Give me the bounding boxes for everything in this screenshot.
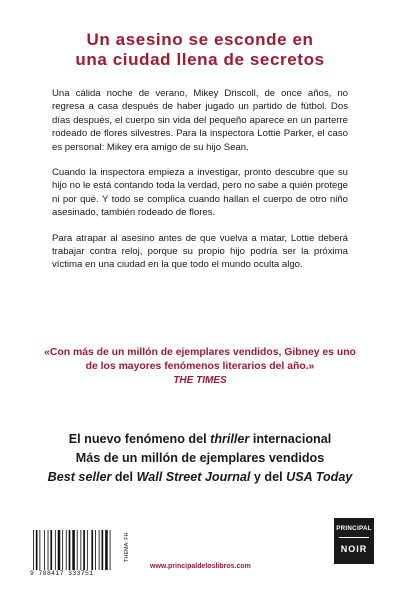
tagline-line-1-post: internacional [249, 432, 332, 446]
barcode-bar [99, 530, 100, 570]
barcode-bar [55, 530, 56, 570]
synopsis [52, 87, 348, 284]
barcode-bar [62, 530, 63, 570]
isbn-barcode [33, 530, 113, 570]
tagline-line-3-mid2: y del [250, 470, 287, 484]
press-quote-source: THE TIMES [173, 375, 227, 387]
barcode-bar [39, 530, 40, 570]
synopsis-paragraph-2: Cuando la inspectora empieza a investigar, pronto descubre que su hijo no le está contando toda la verdad, pero no sabe a quién protege ni por qué. Y todo se complica cuando hallan el cuerpo de otro niño asesinado, también rodeado de flores. [52, 167, 348, 219]
barcode-bar [105, 530, 108, 570]
publisher-website[interactable]: www.principaldeloslibros.com [150, 563, 251, 570]
barcode-bar [91, 530, 93, 570]
tagline [20, 430, 380, 487]
barcode-bar [36, 530, 38, 570]
barcode-bar [58, 530, 61, 570]
barcode-bar [95, 530, 96, 570]
publisher-logo [334, 518, 374, 564]
publisher-logo-line-1: PRINCIPAL [336, 525, 372, 532]
headline-line-1: Un asesino se esconde en [86, 30, 314, 49]
barcode-bar [48, 530, 49, 570]
barcode-bar [44, 530, 45, 570]
tagline-line-3 [20, 468, 380, 487]
tagline-line-3-em2: Wall Street Journal [136, 470, 251, 484]
barcode-bar [72, 530, 75, 570]
tagline-line-3-mid1: del [111, 470, 137, 484]
tagline-line-3-em3: USA Today [286, 470, 353, 484]
tagline-line-1-pre: El nuevo fenómeno del [68, 432, 211, 446]
thema-code: THEMA: FH [124, 532, 130, 562]
publisher-logo-divider [339, 537, 369, 538]
barcode-bar [83, 530, 85, 570]
tagline-line-1-em: thriller [210, 432, 250, 446]
barcode-bar [80, 530, 81, 570]
press-quote-text: «Con más de un millón de ejemplares vendidos, Gibney es uno de los mayores fenómenos literarios del año.» [44, 347, 356, 372]
barcode-bar [50, 530, 52, 570]
publisher-logo-line-2: NOIR [340, 544, 368, 554]
barcode-bar [33, 530, 34, 570]
barcode-bar [66, 530, 67, 570]
tagline-line-3-em1: Best seller [47, 470, 112, 484]
barcode-bar [87, 530, 88, 570]
isbn-digits: 9 788417 333751 [30, 570, 94, 577]
synopsis-paragraph-1: Una cálida noche de verano, Mikey Driscoll, de once años, no regresa a casa después de haber jugado un partido de fútbol. Dos días después, el cuerpo sin vida del pequeño aparece en un parterre rodeado de flores silvestres. Para la inspectora Lottie Parker, el caso es personal: Mikey era amigo de su hijo Sean. [52, 88, 348, 153]
barcode-bar [69, 530, 71, 570]
barcode-bar [102, 530, 104, 570]
headline [0, 30, 400, 70]
tagline-line-2: Más de un millón de ejemplares vendidos [75, 451, 325, 465]
barcode-bar [110, 530, 111, 570]
barcode-bar [77, 530, 78, 570]
tagline-line-1 [20, 430, 380, 449]
synopsis-paragraph-3: Para atrapar al asesino antes de que vuelva a matar, Lottie deberá trabajar contra reloj, porque su propio hijo podría ser la próxima víctima en una ciudad en la que todo el mundo oculta algo. [52, 232, 348, 271]
press-quote [40, 346, 360, 388]
headline-line-2: una ciudad llena de secretos [75, 50, 325, 69]
